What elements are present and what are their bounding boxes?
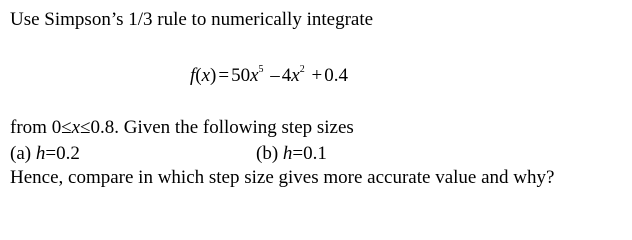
range-prefix: from — [10, 117, 52, 138]
range-le-1: ≤ — [61, 117, 72, 138]
left-paren: ( — [195, 65, 202, 86]
part-b-label: (b) — [256, 143, 283, 164]
equation — [190, 66, 348, 85]
plus-sign: + — [311, 65, 323, 86]
range-low: 0 — [51, 117, 62, 138]
integration-range — [10, 118, 354, 137]
equals-sign: = — [218, 65, 230, 86]
constant-term: 0.4 — [324, 65, 348, 86]
closing-question: Hence, compare in which step size gives more accurate value and why? — [10, 167, 555, 188]
term1-exponent: 5 — [258, 64, 264, 75]
term2-variable: x — [291, 65, 300, 86]
part-a-variable: h — [35, 143, 46, 164]
minus-sign: – — [270, 65, 280, 86]
part-b-value: 0.1 — [303, 143, 327, 164]
range-variable: x — [71, 117, 81, 138]
part-a-label: (a) — [10, 143, 36, 164]
range-high: 0.8 — [90, 117, 115, 138]
part-a-value: 0.2 — [56, 143, 80, 164]
range-le-2: ≤ — [80, 117, 91, 138]
question-intro: Use Simpson’s 1/3 rule to numerically integrate — [10, 9, 374, 30]
part-b-variable: h — [282, 143, 293, 164]
term2-exponent: 2 — [299, 64, 305, 75]
term2-coefficient: 4 — [281, 65, 292, 86]
part-a-equals: = — [45, 143, 57, 164]
function-name: f — [190, 65, 196, 86]
function-variable: x — [201, 65, 211, 86]
part-b-equals: = — [292, 143, 304, 164]
term1-variable: x — [250, 65, 259, 86]
term1-coefficient: 50 — [231, 65, 251, 86]
range-suffix: . Given the following step sizes — [114, 117, 354, 138]
part-b — [256, 144, 327, 163]
right-paren: ) — [210, 65, 217, 86]
part-a — [10, 144, 80, 163]
